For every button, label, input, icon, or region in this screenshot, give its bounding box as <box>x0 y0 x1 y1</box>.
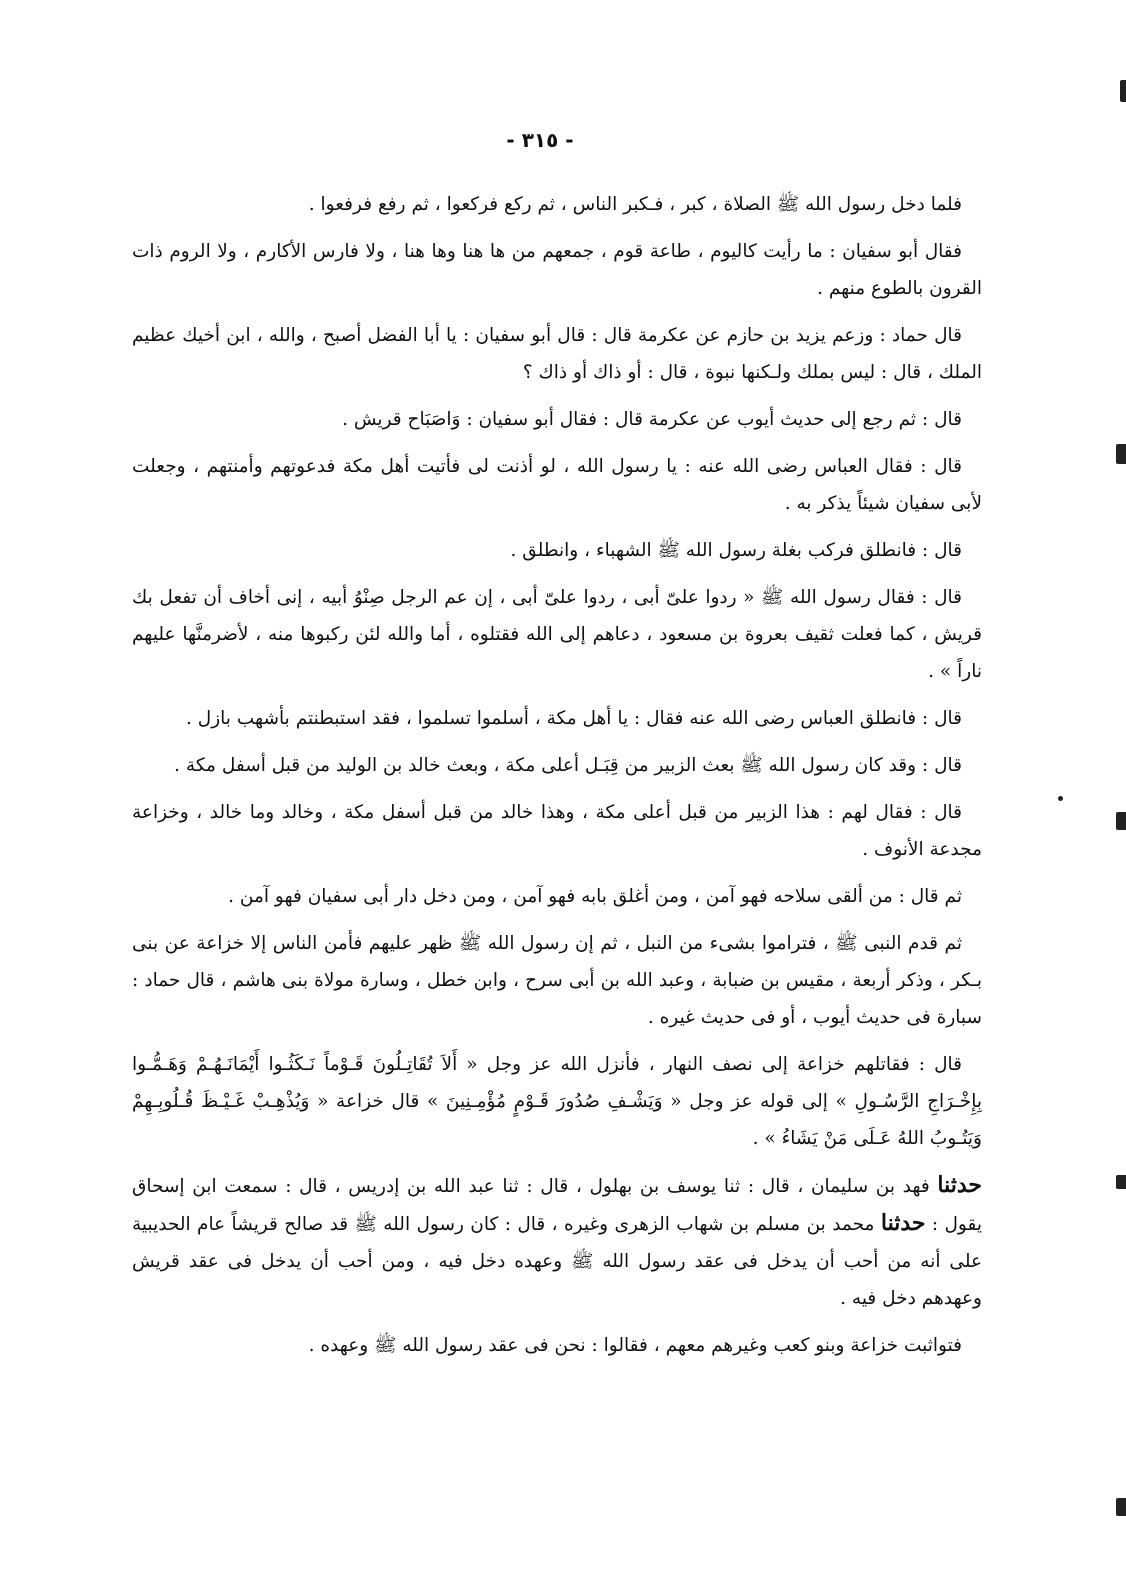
paragraph: قال : وقد كان رسول الله ﷺ بعث الزبير من قِبَـل أعلى مكة ، وبعث خالد بن الوليد من قبل أسفل مكة . <box>174 755 962 776</box>
paragraph: ثم قال : من ألقى سلاحه فهو آمن ، ومن أغلق بابه فهو آمن ، ومن دخل دار أبى سفيان فهو آمن . <box>228 886 962 907</box>
paragraph: قال : فقاتلهم خزاعة إلى نصف النهار ، فأنزل الله عز وجل « أَلاَ تُقَاتِـلُونَ قَـوْماً نَـكَثُـوا أَيْمَانَـهُـمْ وَهَـمُّـوا بِإِخْـرَاجِ الرَّسُـولِ » إلى قوله عز وجل « وَيَشْـفِ صُدُورَ قَـوْمٍ مُؤْمِـنِينَ » قال خزاعة « وَيُذْهِـبْ غَـيْـظَ قُـلُوبِـهِمْ وَيَتُـوبُ اللهُ عَـلَى مَنْ يَشَاءُ » . <box>132 1054 982 1149</box>
paragraph: قال : فقال لهم : هذا الزبير من قبل أعلى مكة ، وهذا خالد من قبل أسفل مكة ، وخالد وما خالد ، وخزاعة مجدعة الأنوف . <box>132 802 982 860</box>
paragraph: قال : ثم رجع إلى حديث أيوب عن عكرمة قال : فقال أبو سفيان : وَاصَبَاح قريش . <box>342 409 962 430</box>
hadith-paragraph <box>132 1167 982 1317</box>
hadith-text: محمد بن مسلم بن شهاب الزهرى وغيره ، قال : كان رسول الله ﷺ قد صالح قريشاً عام الحديبية على أنه من أحب أن يدخل فى عقد رسول الله ﷺ وعهده دخل فيه ، ومن أحب أن يدخل فى عقد قريش وعهدهم دخل فيه . <box>132 1214 982 1309</box>
hadith-text: فهد بن سليمان ، قال : ثنا يوسف بن بهلول ، قال : ثنا عبد الله بن إدريس ، قال : سمعت ابن إسحاق يقول : <box>132 1176 982 1235</box>
edge-mark <box>1116 812 1126 830</box>
dot-mark <box>1058 796 1063 801</box>
edge-mark <box>1116 1498 1126 1516</box>
paragraph: قال : فانطلق فركب بغلة رسول الله ﷺ الشهباء ، وانطلق . <box>510 540 962 561</box>
paragraph: قال حماد : وزعم يزيد بن حازم عن عكرمة قال : قال أبو سفيان : يا أبا الفضل أصبح ، والله ، ابن أخيك عظيم الملك ، قال : ليس بملك ولـكنها نبوة ، قال : أو ذاك أو ذاك ؟ <box>132 325 982 383</box>
paragraph: فلما دخل رسول الله ﷺ الصلاة ، كبر ، فـكبر الناس ، ثم ركع فركعوا ، ثم رفع فرفعوا . <box>308 194 962 215</box>
paragraph: قال : فانطلق العباس رضى الله عنه فقال : يا أهل مكة ، أسلموا تسلموا ، فقد استبطنتم بأشهب بازل . <box>186 708 962 729</box>
hadith-lead: حدثنا <box>880 1210 926 1236</box>
edge-mark <box>1120 80 1126 102</box>
edge-mark <box>1116 1175 1126 1189</box>
paragraph: فقال أبو سفيان : ما رأيت كاليوم ، طاعة قوم ، جمعهم من ها هنا وها هنا ، ولا فارس الأكارم ، ولا الروم ذات القرون بالطوع منهم . <box>132 241 982 299</box>
closing-paragraph: فتواثبت خزاعة وبنو كعب وغيرهم معهم ، فقالوا : نحن فى عقد رسول الله ﷺ وعهده . <box>308 1335 962 1356</box>
page-number: - ٣١٥ - <box>506 128 574 152</box>
hadith-lead: حدثنا <box>937 1172 982 1198</box>
paragraph: قال : فقال رسول الله ﷺ « ردوا علىّ أبى ، ردوا علىّ أبى ، إن عم الرجل صِنْوُ أبيه ، إنى أخاف أن تفعل بك قريش ، كما فعلت ثقيف بعروة بن مسعود ، دعاهم إلى الله فقتلوه ، أما والله لئن ركبوها منه ، لأضرمنَّها عليهم ناراً » . <box>132 587 982 682</box>
edge-mark <box>1116 444 1126 464</box>
paragraph: قال : فقال العباس رضى الله عنه : يا رسول الله ، لو أذنت لى فأتيت أهل مكة فدعوتهم وأمنتهم ، وجعلت لأبى سفيان شيئاً يذكر به . <box>132 456 982 514</box>
body-text <box>132 186 982 1374</box>
paragraph: ثم قدم النبى ﷺ ، فتراموا بشىء من النبل ، ثم إن رسول الله ﷺ ظهر عليهم فأمن الناس إلا خزاعة عن بنى بـكر ، وذكر أربعة ، مقيس بن ضبابة ، وعبد الله بن أبى سرح ، وابن خطل ، وسارة مولاة بنى هاشم ، قال حماد : سبارة فى حديث أيوب ، أو فى حديث غيره . <box>132 933 982 1028</box>
